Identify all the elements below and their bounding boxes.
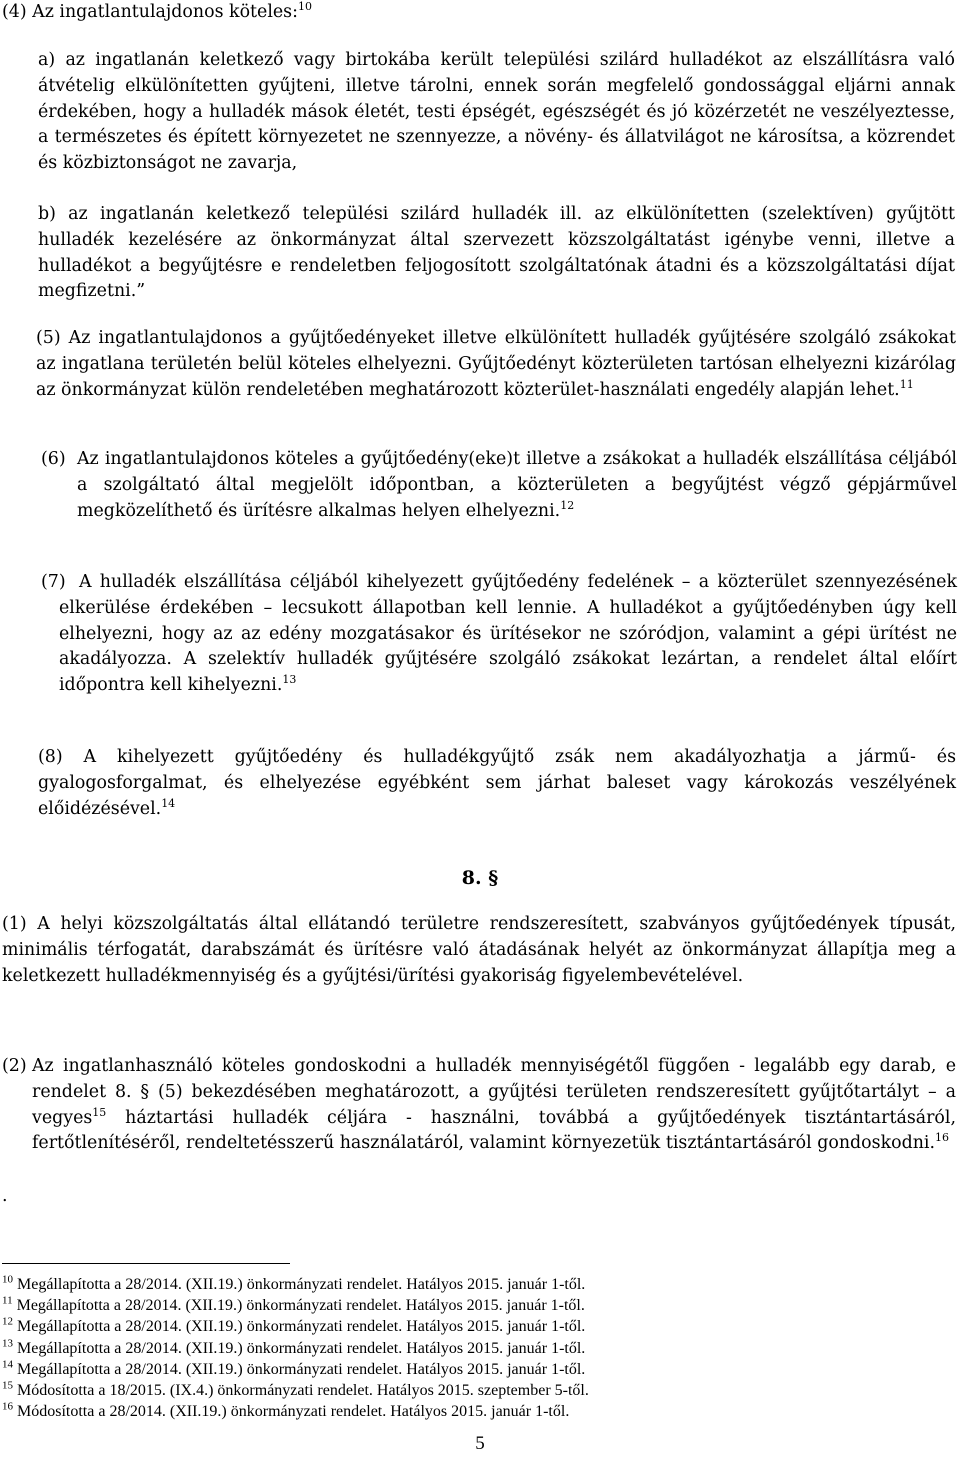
section-7: (7) A hulladék elszállítása céljából kihelyezett gyűjtőedény fedelének – a közterület szennyezésének elkerülése érdekében – lecsukott állapotban kell lennie. A hulladékot a gyűjtőedényben úgy kell elhelyezni, hogy az az edény mozgatásakor és ürítésekor ne szóródjon, valamint a gépi ürítést ne akadályozza. A szelektív hulladék gyűjtésére szolgáló zsákokat lezártan, a rendelet által előírt időpontra kell kihelyezni.$^{13}$ — [41, 572, 957, 696]
footnote-ref-13: 13 — [282, 673, 297, 687]
paragraph-8-heading: 8. § — [461, 867, 499, 889]
footnote-13: $^{13}$ Megállapította a 28/2014. (XII.19.) önkormányzati rendelet. Hatályos 2015. január 1-től. — [2, 1337, 586, 1357]
footnote-number: 13 — [2, 1337, 13, 1350]
page-number: 5 — [475, 1433, 485, 1454]
section-4-heading: (4) Az ingatlantulajdonos köteles:$^{10}$ — [2, 0, 312, 22]
paragraph-8-sub-2-label: (2) — [2, 1056, 27, 1076]
stray-dot: . — [2, 1186, 8, 1206]
section-8: (8) A kihelyezett gyűjtőedény és hulladékgyűjtő zsák nem akadályozhatja a jármű- és gyalogosforgalmat, és elhelyezése egyébként sem járhat baleset vagy károkozás veszélyének előidézésével.$^{14}$ — [38, 747, 956, 819]
footnote-number: 14 — [2, 1358, 13, 1371]
footnote-ref-12: 12 — [560, 498, 575, 512]
footnote-separator — [2, 1263, 290, 1264]
footnote-ref-11: 11 — [899, 377, 914, 391]
footnote-number: 10 — [2, 1273, 13, 1286]
footnote-ref-10: 10 — [297, 0, 312, 14]
footnote-14: $^{14}$ Megállapította a 28/2014. (XII.19.) önkormányzati rendelet. Hatályos 2015. január 1-től. — [2, 1358, 586, 1378]
footnotes — [2, 1274, 952, 1422]
paragraph-8-sub-2: (2) Az ingatlanhasználó köteles gondoskodni a hulladék mennyiségétől függően - legalább egy darab, e rendelet 8. § (5) bekezdésében meghatározott, a gyűjtési területen rendszeresített gyűjtőtartályt – a vegyes$^{15}$ háztartási hulladék céljára - használni, továbbá a gyűjtőedények tisztántartásáról, fertőtlenítéséről, rendeltetésszerű használatáról, valamint környezetük tisztántartásáról gondoskodni.$^{16}$ — [2, 1056, 956, 1154]
footnote-16: $^{16}$ Módosította a 28/2014. (XII.19.) önkormányzati rendelet. Hatályos 2015. január 1-től. — [2, 1400, 570, 1421]
paragraph-8-sub-1: (1) A helyi közszolgáltatás által ellátandó területre rendszeresített, szabványos gyűjtőedények típusát, minimális térfogatát, darabszámát és ürítésre való átadásának helyét az önkormányzat állapítja meg a keletkezett hulladékmennyiség és a gyűjtési/ürítési gyakoriság figyelembevételével. — [2, 914, 956, 986]
footnote-ref-16: 16 — [935, 1131, 949, 1145]
footnote-number: 16 — [2, 1400, 13, 1413]
footnote-ref-14: 14 — [161, 796, 176, 810]
section-5: (5) Az ingatlantulajdonos a gyűjtőedényeket illetve elkülönített hulladék gyűjtésére szolgáló zsákokat az ingatlana területén belül köteles elhelyezni. Gyűjtőedényt közterületen tartósan elhelyezni kizárólag az önkormányzat külön rendeletében meghatározott közterület-használati engedély alapján lehet.$^{11}$ — [36, 328, 956, 400]
footnote-15: $^{15}$ Módosította a 18/2015. (IX.4.) önkormányzati rendelet. Hatályos 2015. szeptember 5-től. — [2, 1379, 589, 1400]
section-4-item-a: a) az ingatlanán keletkező vagy birtokába került települési szilárd hulladékot az elszállításra való átvételig elkülönítetten gyűjteni, illetve tárolni, ennek során megfelelő gondossággal eljárni annak érdekében, hogy a hulladék mások életét, testi épségét, egészségét és jó közérzetét ne veszélyeztesse, a természetes és épített környezetet ne szennyezze, a növény- és állatvilágot ne károsítsa, a közrendet és közbiztonságot ne zavarja, — [38, 50, 955, 174]
footnote-12: $^{12}$ Megállapította a 28/2014. (XII.19.) önkormányzati rendelet. Hatályos 2015. január 1-től. — [2, 1316, 586, 1336]
footnote-number: 11 — [2, 1294, 13, 1307]
footnote-11: $^{11}$ Megállapította a 28/2014. (XII.19.) önkormányzati rendelet. Hatályos 2015. január 1-től. — [2, 1294, 585, 1315]
section-6-label: (6) — [41, 449, 66, 469]
footnote-number: 12 — [2, 1316, 13, 1329]
section-4-item-b: b) az ingatlanán keletkező települési szilárd hulladék ill. az elkülönítetten (szelektíven) gyűjtött hulladék kezelésére az önkormányzat által szervezett közszolgáltatást igénybe venni, illetve a hulladékot a begyűjtésre e rendeletben feljogosított szolgáltatónak átadni és a közszolgáltatási díjat megfizetni.” — [38, 204, 955, 302]
footnote-number: 15 — [2, 1379, 13, 1392]
footnote-ref-15: 15 — [92, 1105, 107, 1119]
section-7-label: (7) — [41, 572, 66, 592]
section-6: (6) Az ingatlantulajdonos köteles a gyűjtőedény(eke)t illetve a zsákokat a hulladék elszállítása céljából a szolgáltató által megjelölt időpontban, a közterületen a begyűjtést végző gépjárművel megközelíthető és ürítésre alkalmas helyen elhelyezni.$^{12}$ — [41, 449, 957, 521]
footnote-10: $^{10}$ Megállapította a 28/2014. (XII.19.) önkormányzati rendelet. Hatályos 2015. január 1-től. — [2, 1273, 586, 1293]
